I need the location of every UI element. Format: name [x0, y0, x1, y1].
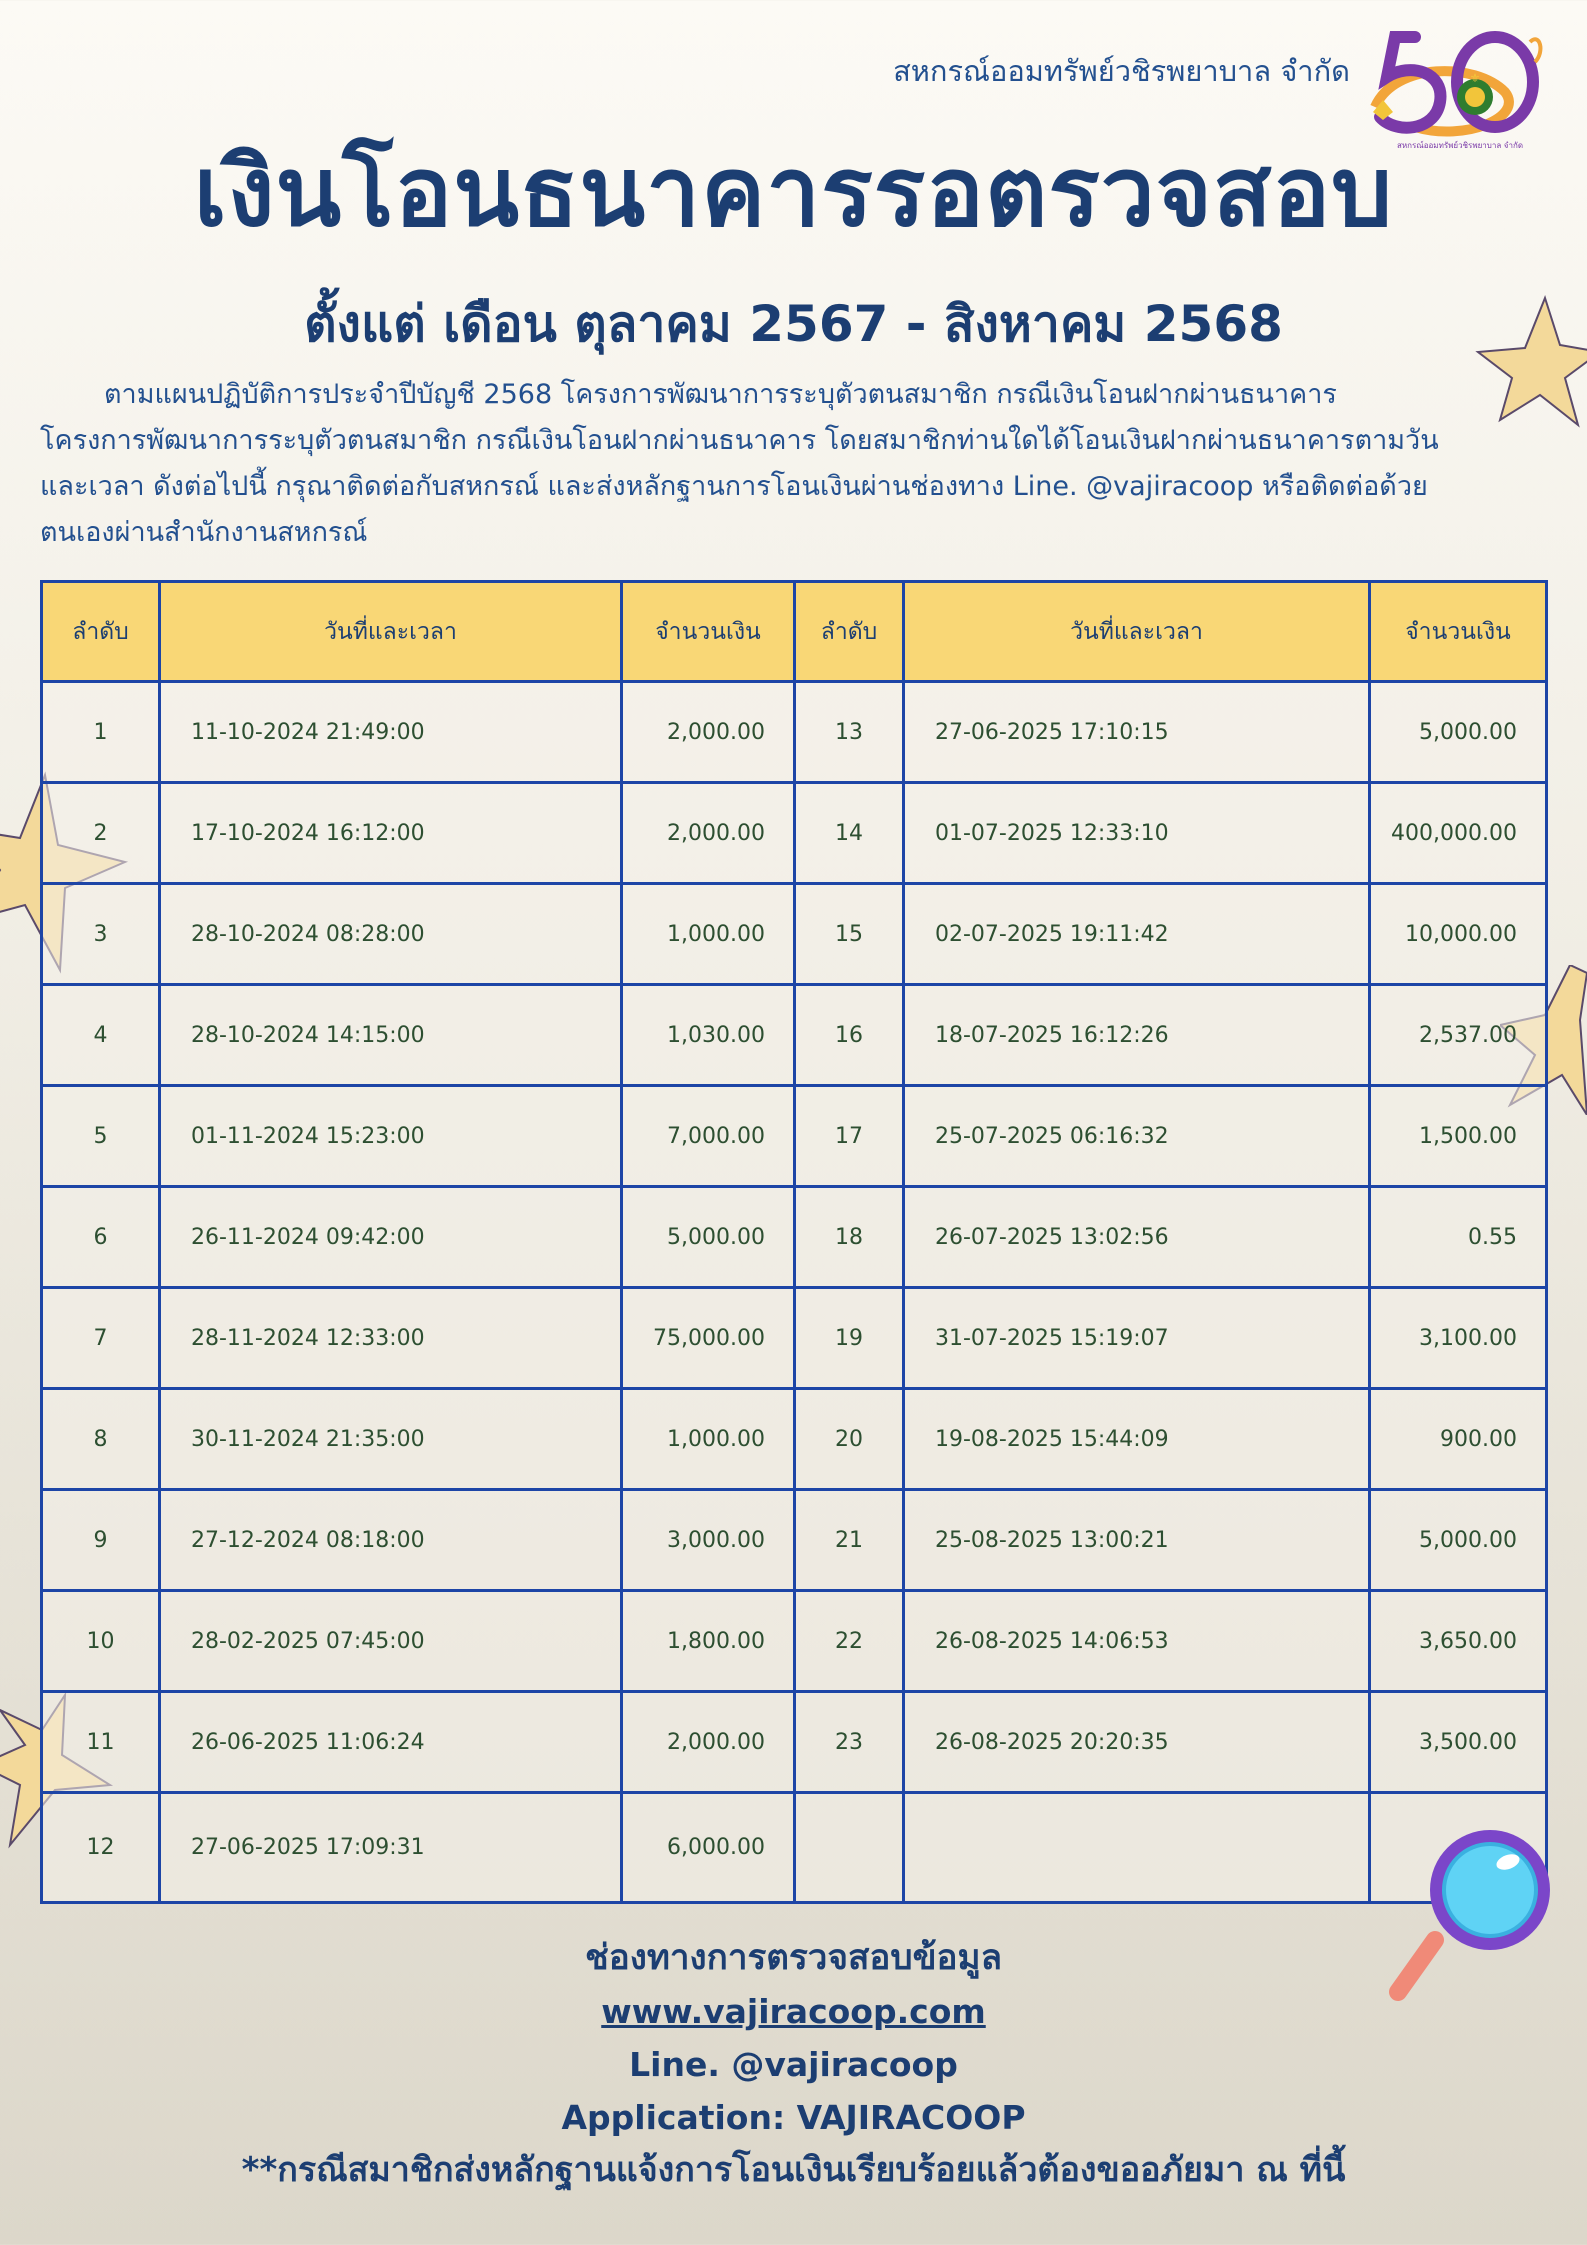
- cell-amount-right: 900.00: [1370, 1389, 1547, 1490]
- cell-amount-left: 5,000.00: [622, 1187, 795, 1288]
- description-line-3: และเวลา ดังต่อไปนี้ กรุณาติดต่อกับสหกรณ์ และส่งหลักฐานการโอนเงินผ่านช่องทาง Line. @vajiracoop หรือติดต่อด้วย: [40, 471, 1428, 502]
- cell-no-left: 2: [42, 783, 160, 884]
- description: [40, 372, 1550, 556]
- table-row: [42, 1187, 1547, 1288]
- cell-amount-right: 3,100.00: [1370, 1288, 1547, 1389]
- page-subtitle: ตั้งแต่ เดือน ตุลาคม 2567 - สิงหาคม 2568: [304, 295, 1283, 353]
- header-datetime-right: วันที่และเวลา: [904, 582, 1370, 682]
- cell-amount-right: 1,500.00: [1370, 1086, 1547, 1187]
- cell-datetime-right: 25-08-2025 13:00:21: [904, 1490, 1370, 1591]
- cell-datetime-right: 02-07-2025 19:11:42: [904, 884, 1370, 985]
- cell-no-right: 18: [795, 1187, 904, 1288]
- cell-datetime-right: 01-07-2025 12:33:10: [904, 783, 1370, 884]
- cell-amount-right: 5,000.00: [1370, 682, 1547, 783]
- table-row: [42, 1288, 1547, 1389]
- cell-no-left: 3: [42, 884, 160, 985]
- cell-no-left: 10: [42, 1591, 160, 1692]
- cell-datetime-right: 26-08-2025 14:06:53: [904, 1591, 1370, 1692]
- cell-amount-right: 2,537.00: [1370, 985, 1547, 1086]
- cell-datetime-right: 26-08-2025 20:20:35: [904, 1692, 1370, 1793]
- website-link[interactable]: www.vajiracoop.com: [601, 1992, 986, 2031]
- cell-no-right: 20: [795, 1389, 904, 1490]
- table-row: [42, 682, 1547, 783]
- cell-no-left: 5: [42, 1086, 160, 1187]
- cell-datetime-left: 27-12-2024 08:18:00: [160, 1490, 622, 1591]
- cell-datetime-right: [904, 1793, 1370, 1903]
- table-row: [42, 783, 1547, 884]
- table-row: [42, 985, 1547, 1086]
- cell-amount-left: 1,800.00: [622, 1591, 795, 1692]
- table-row: [42, 884, 1547, 985]
- header-no-left: ลำดับ: [42, 582, 160, 682]
- cell-datetime-left: 26-06-2025 11:06:24: [160, 1692, 622, 1793]
- cell-no-left: 6: [42, 1187, 160, 1288]
- cell-no-right: 21: [795, 1490, 904, 1591]
- cell-datetime-right: 19-08-2025 15:44:09: [904, 1389, 1370, 1490]
- cell-no-left: 12: [42, 1793, 160, 1903]
- cell-datetime-left: 28-10-2024 14:15:00: [160, 985, 622, 1086]
- cell-amount-left: 1,030.00: [622, 985, 795, 1086]
- cell-datetime-right: 25-07-2025 06:16:32: [904, 1086, 1370, 1187]
- cell-amount-right: 10,000.00: [1370, 884, 1547, 985]
- cell-amount-left: 2,000.00: [622, 1692, 795, 1793]
- cell-no-right: 14: [795, 783, 904, 884]
- cell-no-right: 13: [795, 682, 904, 783]
- svg-text:⚜: ⚜: [1469, 71, 1481, 85]
- cell-datetime-left: 28-02-2025 07:45:00: [160, 1591, 622, 1692]
- table-row: [42, 1591, 1547, 1692]
- cell-no-left: 8: [42, 1389, 160, 1490]
- cell-amount-right: 3,500.00: [1370, 1692, 1547, 1793]
- header-amount-right: จำนวนเงิน: [1370, 582, 1547, 682]
- cell-amount-right: 3,650.00: [1370, 1591, 1547, 1692]
- cell-no-left: 4: [42, 985, 160, 1086]
- table-row: [42, 1490, 1547, 1591]
- cell-no-right: 15: [795, 884, 904, 985]
- cell-no-right: 19: [795, 1288, 904, 1389]
- cell-no-right: 16: [795, 985, 904, 1086]
- page-title: เงินโอนธนาคารรอตรวจสอบ: [193, 136, 1394, 248]
- cell-datetime-left: 28-10-2024 08:28:00: [160, 884, 622, 985]
- table-header-row: [42, 582, 1547, 682]
- cell-datetime-right: 31-07-2025 15:19:07: [904, 1288, 1370, 1389]
- description-line-1: ตามแผนปฏิบัติการประจำปีบัญชี 2568 โครงการพัฒนาการระบุตัวตนสมาชิก กรณีเงินโอนฝากผ่านธนาคาร: [104, 379, 1337, 410]
- cell-no-right: [795, 1793, 904, 1903]
- apology-note: **กรณีสมาชิกส่งหลักฐานแจ้งการโอนเงินเรียบร้อยแล้วต้องขออภัยมา ณ ที่นี้: [241, 2150, 1346, 2190]
- cell-datetime-right: 26-07-2025 13:02:56: [904, 1187, 1370, 1288]
- header-datetime-left: วันที่และเวลา: [160, 582, 622, 682]
- cell-no-right: 17: [795, 1086, 904, 1187]
- cell-datetime-left: 28-11-2024 12:33:00: [160, 1288, 622, 1389]
- table-row: [42, 1692, 1547, 1793]
- org-name: สหกรณ์ออมทรัพย์วชิรพยาบาล จำกัด: [893, 54, 1350, 88]
- cell-datetime-right: 27-06-2025 17:10:15: [904, 682, 1370, 783]
- cell-no-left: 7: [42, 1288, 160, 1389]
- cell-no-left: 11: [42, 1692, 160, 1793]
- cell-amount-right: 400,000.00: [1370, 783, 1547, 884]
- cell-datetime-left: 30-11-2024 21:35:00: [160, 1389, 622, 1490]
- app-name: Application: VAJIRACOOP: [561, 2098, 1026, 2137]
- cell-amount-left: 2,000.00: [622, 682, 795, 783]
- cell-amount-left: 1,000.00: [622, 884, 795, 985]
- cell-amount-left: 7,000.00: [622, 1086, 795, 1187]
- cell-amount-left: 75,000.00: [622, 1288, 795, 1389]
- coop-50th-logo: [1355, 22, 1555, 152]
- cell-datetime-right: 18-07-2025 16:12:26: [904, 985, 1370, 1086]
- cell-datetime-left: 26-11-2024 09:42:00: [160, 1187, 622, 1288]
- cell-amount-left: 3,000.00: [622, 1490, 795, 1591]
- cell-amount-left: 2,000.00: [622, 783, 795, 884]
- cell-no-right: 22: [795, 1591, 904, 1692]
- table-row: [42, 1389, 1547, 1490]
- header-no-right: ลำดับ: [795, 582, 904, 682]
- cell-amount-right: 5,000.00: [1370, 1490, 1547, 1591]
- footer: [0, 1932, 1587, 2197]
- line-contact: Line. @vajiracoop: [629, 2045, 958, 2084]
- cell-datetime-left: 01-11-2024 15:23:00: [160, 1086, 622, 1187]
- table-row: [42, 1086, 1547, 1187]
- cell-amount-left: 1,000.00: [622, 1389, 795, 1490]
- magnifier-icon: [1380, 1820, 1560, 2010]
- cell-datetime-left: 27-06-2025 17:09:31: [160, 1793, 622, 1903]
- footer-title: ช่องทางการตรวจสอบข้อมูล: [584, 1938, 1003, 1978]
- transfers-table: [40, 580, 1548, 1904]
- cell-no-left: 9: [42, 1490, 160, 1591]
- header-amount-left: จำนวนเงิน: [622, 582, 795, 682]
- cell-amount-right: 0.55: [1370, 1187, 1547, 1288]
- description-line-4: ตนเองผ่านสำนักงานสหกรณ์: [40, 517, 368, 548]
- cell-datetime-left: 11-10-2024 21:49:00: [160, 682, 622, 783]
- logo-caption: สหกรณ์ออมทรัพย์วชิรพยาบาล จำกัด: [1396, 141, 1524, 150]
- description-line-2: โครงการพัฒนาการระบุตัวตนสมาชิก กรณีเงินโอนฝากผ่านธนาคาร โดยสมาชิกท่านใดได้โอนเงินฝากผ่านธนาคารตามวัน: [40, 425, 1439, 456]
- cell-amount-left: 6,000.00: [622, 1793, 795, 1903]
- cell-datetime-left: 17-10-2024 16:12:00: [160, 783, 622, 884]
- table-row: [42, 1793, 1547, 1903]
- cell-no-left: 1: [42, 682, 160, 783]
- cell-no-right: 23: [795, 1692, 904, 1793]
